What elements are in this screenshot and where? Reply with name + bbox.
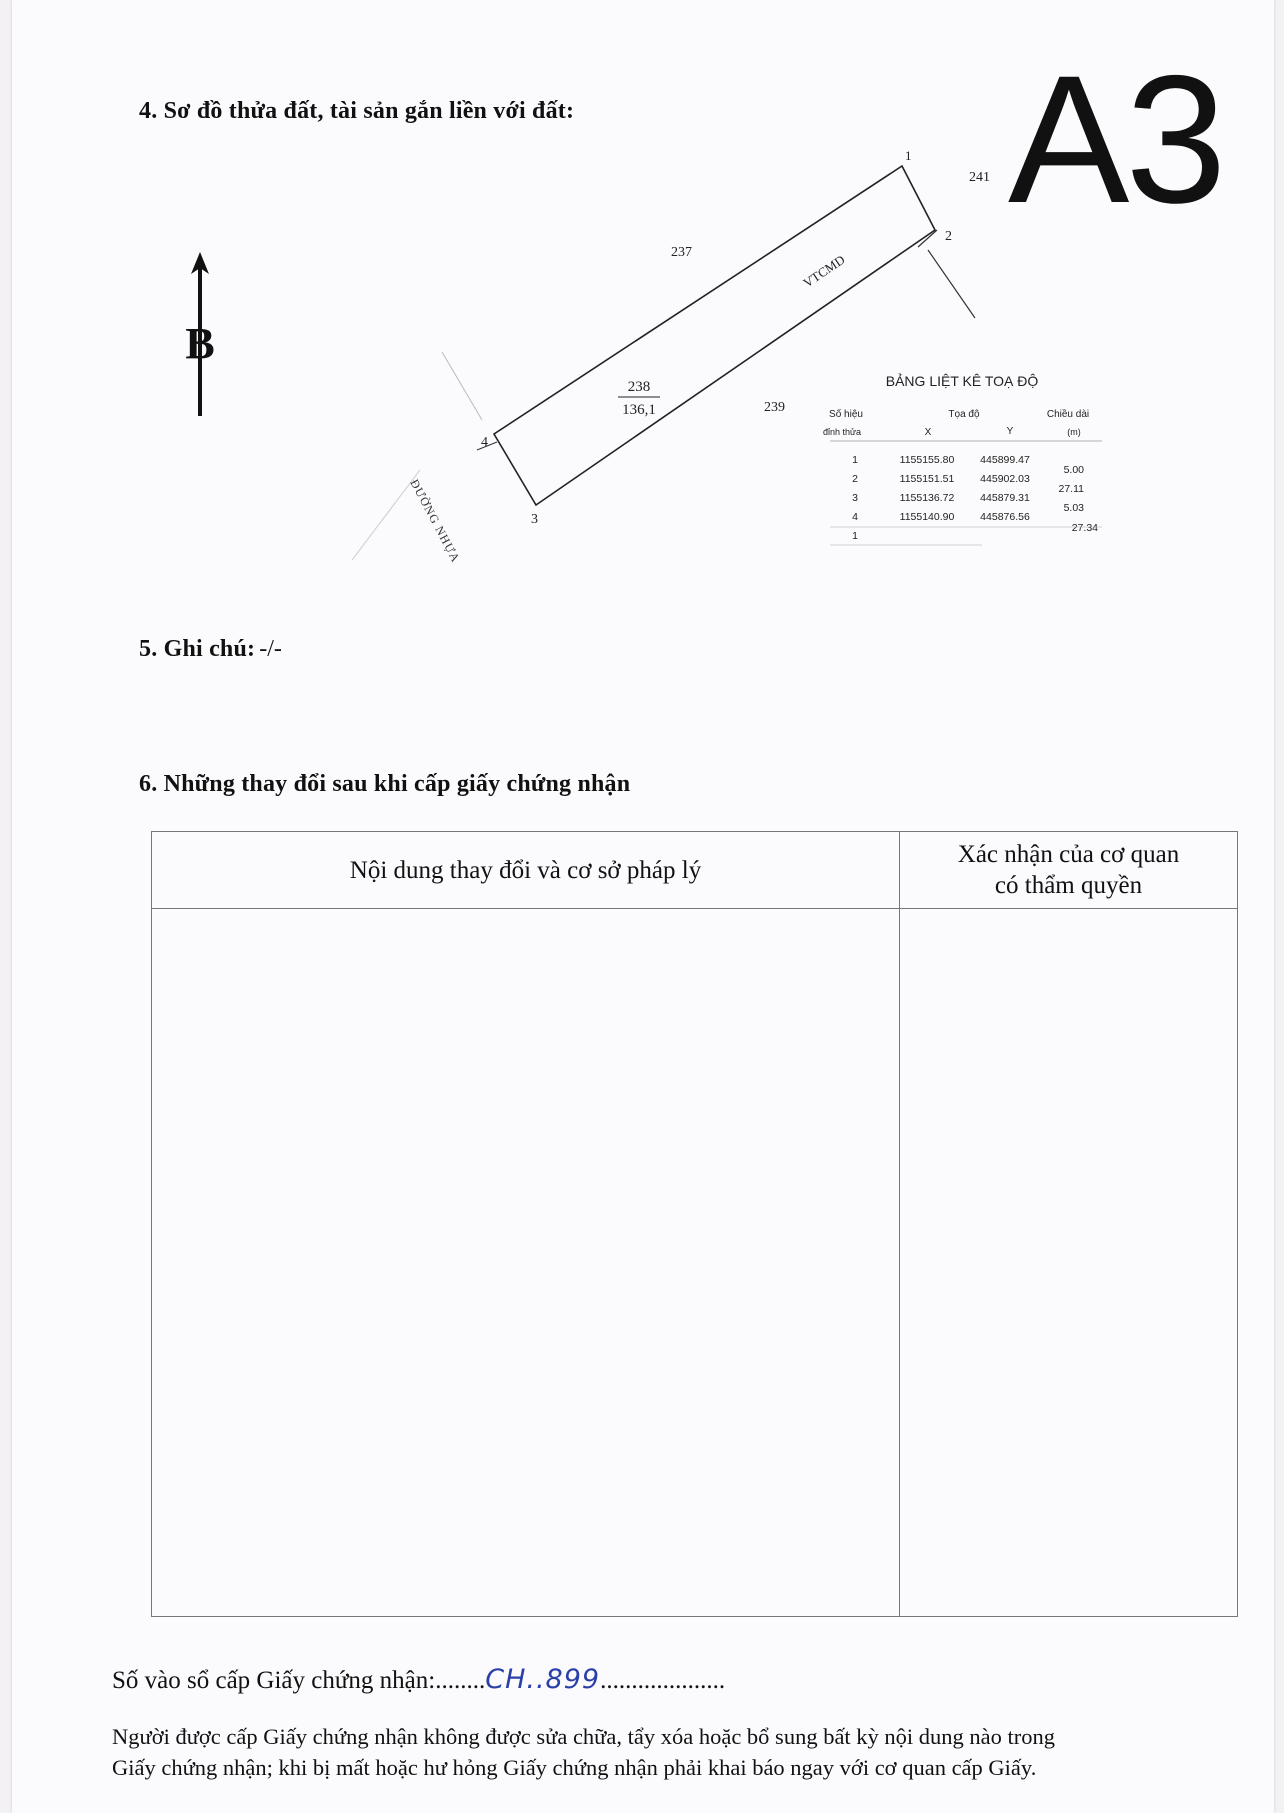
svg-text:1155151.51: 1155151.51: [899, 473, 955, 485]
coord-row: [852, 530, 858, 542]
confirm-header-line1: Xác nhận của cơ quan: [957, 841, 1180, 868]
confirm-header-line2: có thẩm quyền: [994, 872, 1143, 899]
coord-row: [852, 511, 1030, 523]
road-label: ĐƯỜNG NHỰA: [407, 476, 464, 565]
section-5: [139, 636, 282, 663]
section-4-title: 4. Sơ đồ thửa đất, tài sản gắn liền với đất:: [139, 98, 575, 124]
coord-row: [852, 492, 1030, 504]
parcel-number-239: 239: [764, 400, 785, 415]
coord-row: [852, 473, 1030, 485]
section-6-title: 6. Những thay đổi sau khi cấp giấy chứng nhận: [139, 771, 631, 797]
segment-length: 5.03: [1063, 502, 1084, 514]
header-length-line2: (m): [1067, 427, 1081, 437]
parcel-area: 136,1: [622, 402, 656, 418]
coord-table-title: BẢNG LIỆT KÊ TOẠ ĐỘ: [885, 373, 1039, 389]
registry-number: CH..899: [485, 1664, 601, 1695]
header-length-line1: Chiều dài: [1046, 409, 1090, 420]
svg-text:1155136.72: 1155136.72: [899, 492, 955, 504]
north-label: B: [185, 319, 215, 368]
vertex-3-label: 3: [531, 512, 538, 527]
svg-text:3: 3: [852, 492, 858, 504]
changes-col-confirm-header: [900, 832, 1238, 909]
svg-text:1155155.80: 1155155.80: [899, 454, 955, 466]
parcel-number-241: 241: [969, 170, 990, 185]
header-x: X: [924, 427, 932, 438]
warning-line-2: Giấy chứng nhận; khi bị mất hoặc hư hỏng Giấy chứng nhận phải khai báo ngay với cơ quan cấp Giấy.: [112, 1755, 1037, 1780]
segment-length: 27.34: [1071, 522, 1098, 534]
svg-text:445879.31: 445879.31: [980, 492, 1030, 504]
parcel-number-237: 237: [671, 245, 692, 260]
segment-length: 5.00: [1063, 464, 1084, 476]
changes-confirm-cell: [900, 909, 1238, 1617]
svg-text:1: 1: [852, 454, 858, 466]
section-5-value: -/-: [259, 636, 282, 662]
svg-text:2: 2: [852, 473, 858, 485]
parcel-number-238: 238: [627, 379, 651, 395]
corner-tag: A3: [1008, 37, 1223, 241]
north-arrow-icon: [185, 252, 214, 416]
svg-text:445876.56: 445876.56: [980, 511, 1030, 523]
registry-dots: ........: [435, 1667, 486, 1694]
svg-text:1: 1: [852, 530, 858, 542]
svg-text:445902.03: 445902.03: [980, 473, 1030, 485]
registry-dots: ....................: [600, 1667, 726, 1694]
header-y: Y: [1006, 426, 1014, 437]
coord-row: [852, 454, 1030, 466]
vertex-4-label: 4: [481, 435, 488, 450]
changes-content-cell: [152, 909, 900, 1617]
strip-label: VTCMD: [800, 251, 848, 291]
boundary-tick: [918, 230, 937, 247]
vertex-1-label: 1: [905, 148, 912, 163]
faint-boundary: [442, 352, 482, 420]
registry-line: [112, 1664, 725, 1695]
svg-text:1155140.90: 1155140.90: [899, 511, 955, 523]
vertex-2-label: 2: [945, 229, 952, 244]
registry-label: Số vào sổ cấp Giấy chứng nhận:: [112, 1667, 436, 1694]
warning-line-1: Người được cấp Giấy chứng nhận không được sửa chữa, tẩy xóa hoặc bổ sung bất kỳ nội dung nào trong: [112, 1724, 1056, 1749]
header-coords: Tọa độ: [948, 409, 980, 420]
changes-table: [151, 831, 1238, 1617]
section-5-title: 5. Ghi chú:: [139, 636, 256, 662]
certificate-page: [12, 0, 1274, 1813]
warning-note: [112, 1721, 1242, 1783]
header-point-line2: đỉnh thửa: [822, 427, 862, 437]
segment-length: 27.11: [1058, 483, 1084, 495]
svg-text:445899.47: 445899.47: [980, 454, 1030, 466]
header-point-line1: Số hiệu: [829, 409, 863, 420]
coordinate-table: [812, 365, 1112, 550]
changes-col-content-header: Nội dung thay đổi và cơ sở pháp lý: [152, 832, 900, 909]
svg-text:4: 4: [852, 511, 858, 523]
boundary-line-241: [928, 250, 975, 318]
